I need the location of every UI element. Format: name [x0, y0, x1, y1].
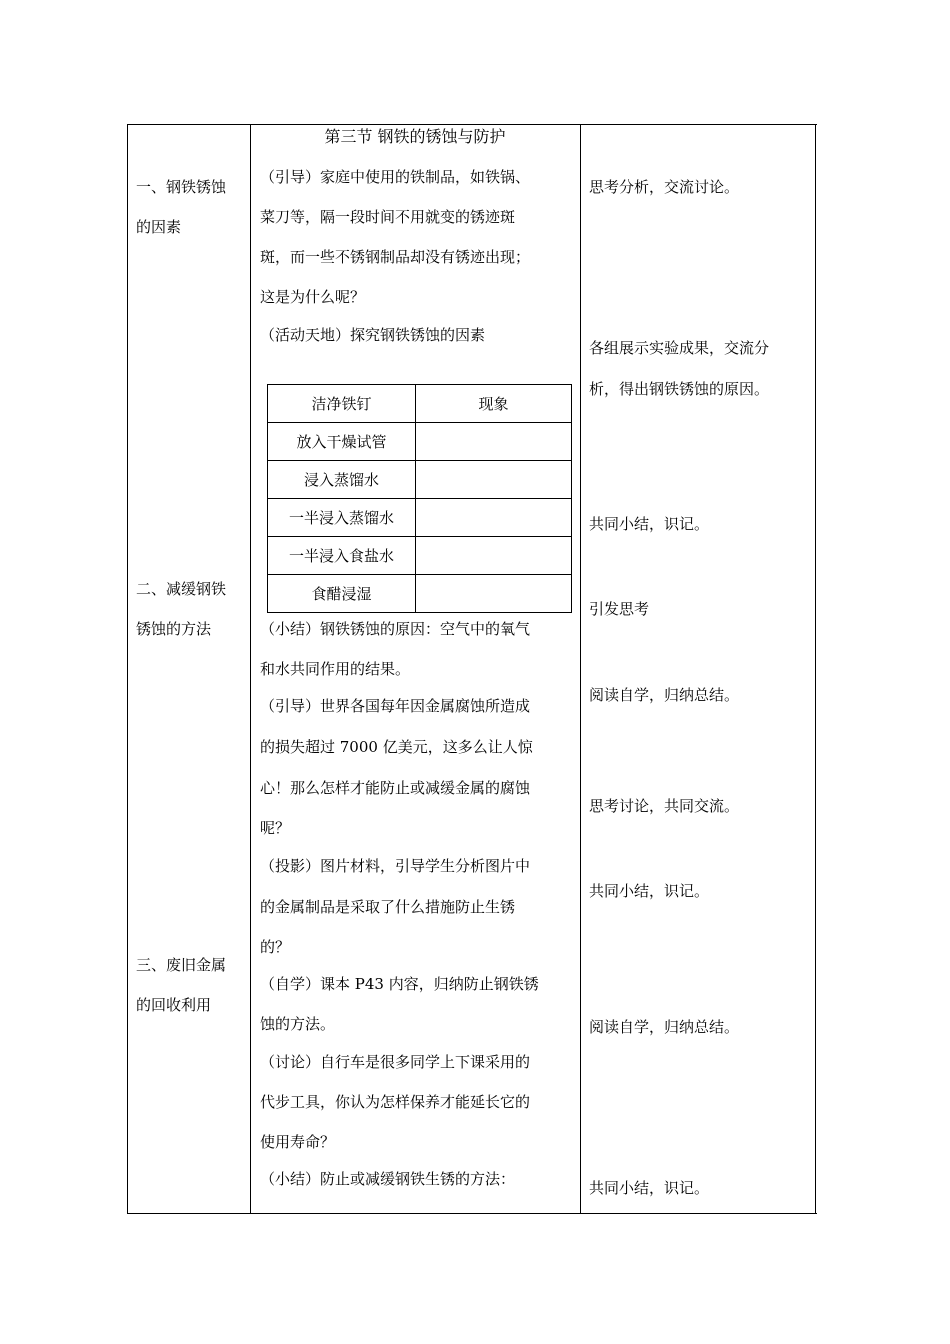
table-header-row: [268, 385, 572, 423]
teacher-line: （引导）家庭中使用的铁制品，如铁锅、: [260, 168, 531, 186]
section-heading-2-line-2: 锈蚀的方法: [136, 620, 212, 638]
table-row: [268, 575, 572, 613]
teacher-line: 的金属制品是采取了什么措施防止生锈: [260, 898, 516, 916]
teacher-line: （活动天地）探究钢铁锈蚀的因素: [260, 326, 486, 344]
student-line: 阅读自学，归纳总结。: [589, 686, 740, 704]
section-heading-2-line-1: 二、减缓钢铁: [136, 580, 227, 598]
teacher-line: 菜刀等，隔一段时间不用就变的锈迹斑: [260, 208, 516, 226]
student-line: 思考分析，交流讨论。: [589, 178, 740, 196]
student-line: 共同小结，识记。: [589, 1179, 710, 1197]
student-line: 共同小结，识记。: [589, 515, 710, 533]
section-heading-3-line-2: 的回收利用: [136, 996, 212, 1014]
student-line: 思考讨论，共同交流。: [589, 797, 740, 815]
teacher-line: （投影）图片材料，引导学生分析图片中: [260, 857, 531, 875]
teacher-line: （引导）世界各国每年因金属腐蚀所造成: [260, 697, 531, 715]
student-line: 共同小结，识记。: [589, 882, 710, 900]
teacher-line: 这是为什么呢？: [260, 288, 366, 306]
teacher-line: （自学）课本 P43 内容，归纳防止钢铁锈: [260, 975, 539, 993]
table-cell: 一半浸入蒸馏水: [268, 499, 416, 537]
teacher-line: （小结）钢铁锈蚀的原因：空气中的氧气: [260, 620, 531, 638]
table-cell: 一半浸入食盐水: [268, 537, 416, 575]
teacher-line: 斑，而一些不锈钢制品却没有锈迹出现；: [260, 248, 531, 266]
student-line: 各组展示实验成果，交流分: [589, 339, 770, 357]
bottom-border: [127, 1213, 817, 1214]
table-cell: [416, 499, 572, 537]
teacher-line: 使用寿命？: [260, 1133, 336, 1151]
section-heading-1-line-2: 的因素: [136, 218, 182, 236]
column-divider-2: [580, 124, 581, 1214]
left-border: [127, 124, 128, 1214]
teacher-line: 的？: [260, 938, 291, 956]
table-row: [268, 537, 572, 575]
table-header-cell: 洁净铁钉: [268, 385, 416, 423]
section-title: 第三节 钢铁的锈蚀与防护: [324, 127, 506, 146]
table-row: [268, 423, 572, 461]
table-cell: [416, 537, 572, 575]
table-cell: 放入干燥试管: [268, 423, 416, 461]
teacher-line: （讨论）自行车是很多同学上下课采用的: [260, 1053, 531, 1071]
table-cell: [416, 423, 572, 461]
table-row: [268, 461, 572, 499]
teacher-line: 蚀的方法。: [260, 1015, 336, 1033]
table-cell: 浸入蒸馏水: [268, 461, 416, 499]
teacher-line: 呢？: [260, 819, 291, 837]
table-header-cell: 现象: [416, 385, 572, 423]
table-cell: [416, 575, 572, 613]
teacher-line: 和水共同作用的结果。: [260, 660, 411, 678]
teacher-line: 心！那么怎样才能防止或减缓金属的腐蚀: [260, 779, 531, 797]
right-border: [815, 124, 816, 1214]
teacher-line: 的损失超过 7000 亿美元，这多么让人惊: [260, 738, 533, 756]
table-cell: [416, 461, 572, 499]
student-line: 阅读自学，归纳总结。: [589, 1018, 740, 1036]
teacher-line: （小结）防止或减缓钢铁生锈的方法：: [260, 1170, 516, 1188]
table-row: [268, 499, 572, 537]
section-heading-3-line-1: 三、废旧金属: [136, 956, 227, 974]
teacher-line: 代步工具，你认为怎样保养才能延长它的: [260, 1093, 531, 1111]
top-border: [127, 124, 817, 125]
section-heading-1-line-1: 一、钢铁锈蚀: [136, 178, 227, 196]
table-cell: 食醋浸湿: [268, 575, 416, 613]
student-line: 引发思考: [589, 600, 650, 618]
experiment-table: [267, 384, 572, 613]
student-line: 析，得出钢铁锈蚀的原因。: [589, 380, 770, 398]
column-divider-1: [250, 124, 251, 1214]
